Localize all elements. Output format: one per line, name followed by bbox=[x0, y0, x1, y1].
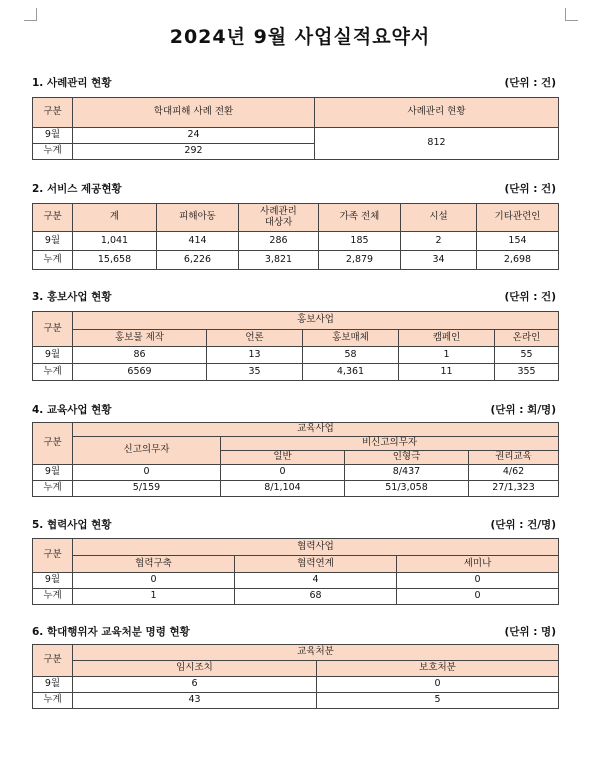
table-cell: 1,041 bbox=[73, 232, 157, 251]
table-row bbox=[33, 251, 559, 270]
table-cell: 2,879 bbox=[319, 251, 401, 270]
table-cell: 6569 bbox=[73, 364, 207, 381]
case-management-table bbox=[32, 97, 559, 160]
table-cell: 0 bbox=[397, 573, 559, 589]
table-cell: 86 bbox=[73, 347, 207, 364]
section-4-header bbox=[32, 402, 556, 418]
table-cell: 286 bbox=[239, 232, 319, 251]
section-2-header bbox=[32, 181, 556, 197]
section-unit: (단위 : 명) bbox=[504, 626, 556, 638]
table-header-row bbox=[33, 645, 559, 661]
education-order-table bbox=[32, 644, 559, 709]
table-cell: 13 bbox=[207, 347, 303, 364]
header-cell: 계 bbox=[73, 204, 157, 232]
header-cell: 협력연계 bbox=[235, 556, 397, 573]
table-cell: 5/159 bbox=[73, 481, 221, 497]
table-cell: 0 bbox=[317, 677, 559, 693]
table-cell: 43 bbox=[73, 693, 317, 709]
table-cell: 5 bbox=[317, 693, 559, 709]
table-cell: 35 bbox=[207, 364, 303, 381]
corner-header: 구분 bbox=[33, 423, 73, 465]
section-title: 6. 학대행위자 교육처분 명령 현황 bbox=[32, 626, 190, 638]
row-label: 9월 bbox=[33, 465, 73, 481]
table-row bbox=[33, 693, 559, 709]
table-cell: 8/1,104 bbox=[221, 481, 345, 497]
table-cell: 24 bbox=[73, 128, 315, 144]
top-left-crop-mark bbox=[24, 8, 37, 21]
section-6-header bbox=[32, 624, 556, 640]
table-header-row bbox=[33, 330, 559, 347]
header-cell: 임시조치 bbox=[73, 661, 317, 677]
cooperation-table bbox=[32, 538, 559, 605]
section-unit: (단위 : 건) bbox=[504, 183, 556, 195]
header-cell: 사례관리 대상자 bbox=[239, 204, 319, 232]
table-cell: 4,361 bbox=[303, 364, 399, 381]
section-1-header bbox=[32, 75, 556, 91]
table-row bbox=[33, 347, 559, 364]
subgroup-header: 비신고의무자 bbox=[221, 437, 559, 451]
section-unit: (단위 : 회/명) bbox=[490, 404, 556, 416]
table-cell: 1 bbox=[73, 589, 235, 605]
section-title: 5. 협력사업 현황 bbox=[32, 519, 112, 531]
table-cell: 355 bbox=[495, 364, 559, 381]
section-unit: (단위 : 건) bbox=[504, 291, 556, 303]
group-header: 협력사업 bbox=[73, 539, 559, 556]
row-label: 누계 bbox=[33, 144, 73, 160]
corner-header: 구분 bbox=[33, 312, 73, 347]
row-label: 9월 bbox=[33, 677, 73, 693]
table-header-row bbox=[33, 556, 559, 573]
table-cell: 2 bbox=[401, 232, 477, 251]
table-row bbox=[33, 364, 559, 381]
header-cell: 구분 bbox=[33, 204, 73, 232]
table-cell: 0 bbox=[397, 589, 559, 605]
top-right-crop-mark bbox=[565, 8, 578, 21]
section-title: 3. 홍보사업 현황 bbox=[32, 291, 112, 303]
header-cell: 가족 전체 bbox=[319, 204, 401, 232]
row-label: 누계 bbox=[33, 693, 73, 709]
row-label: 9월 bbox=[33, 232, 73, 251]
table-cell: 2,698 bbox=[477, 251, 559, 270]
page-title: 2024년 9월 사업실적요약서 bbox=[169, 26, 431, 48]
table-row bbox=[33, 677, 559, 693]
corner-header: 구분 bbox=[33, 645, 73, 677]
table-header-row bbox=[33, 423, 559, 437]
table-row bbox=[33, 589, 559, 605]
row-label: 누계 bbox=[33, 251, 73, 270]
header-cell: 일반 bbox=[221, 451, 345, 465]
header-cell: 인형극 bbox=[345, 451, 469, 465]
table-cell: 4/62 bbox=[469, 465, 559, 481]
table-row bbox=[33, 232, 559, 251]
table-cell: 55 bbox=[495, 347, 559, 364]
table-cell: 414 bbox=[157, 232, 239, 251]
row-label: 9월 bbox=[33, 128, 73, 144]
service-provision-table bbox=[32, 203, 559, 270]
group-header: 교육처분 bbox=[73, 645, 559, 661]
table-row bbox=[33, 465, 559, 481]
table-cell: 0 bbox=[73, 573, 235, 589]
section-title: 4. 교육사업 현황 bbox=[32, 404, 112, 416]
merged-cell: 812 bbox=[315, 128, 559, 160]
table-cell: 27/1,323 bbox=[469, 481, 559, 497]
table-header-row bbox=[33, 539, 559, 556]
header-cell: 신고의무자 bbox=[73, 437, 221, 465]
table-cell: 6 bbox=[73, 677, 317, 693]
header-cell: 홍보매체 bbox=[303, 330, 399, 347]
table-header-row bbox=[33, 437, 559, 451]
promotion-table bbox=[32, 311, 559, 381]
row-label: 9월 bbox=[33, 347, 73, 364]
group-header: 교육사업 bbox=[73, 423, 559, 437]
header-cell: 세미나 bbox=[397, 556, 559, 573]
row-label: 누계 bbox=[33, 364, 73, 381]
section-5-header bbox=[32, 517, 556, 533]
table-cell: 34 bbox=[401, 251, 477, 270]
table-cell: 68 bbox=[235, 589, 397, 605]
header-cell: 권리교육 bbox=[469, 451, 559, 465]
header-cell: 구분 bbox=[33, 98, 73, 128]
corner-header: 구분 bbox=[33, 539, 73, 573]
table-cell: 11 bbox=[399, 364, 495, 381]
table-cell: 15,658 bbox=[73, 251, 157, 270]
row-label: 9월 bbox=[33, 573, 73, 589]
table-cell: 1 bbox=[399, 347, 495, 364]
section-3-header bbox=[32, 289, 556, 305]
section-title: 1. 사례관리 현황 bbox=[32, 77, 112, 89]
row-label: 누계 bbox=[33, 481, 73, 497]
row-label: 누계 bbox=[33, 589, 73, 605]
table-cell: 3,821 bbox=[239, 251, 319, 270]
table-header-row bbox=[33, 204, 559, 232]
section-title: 2. 서비스 제공현황 bbox=[32, 183, 122, 195]
header-cell: 시설 bbox=[401, 204, 477, 232]
education-table bbox=[32, 422, 559, 497]
header-cell: 언론 bbox=[207, 330, 303, 347]
table-cell: 58 bbox=[303, 347, 399, 364]
header-cell: 홍보물 제작 bbox=[73, 330, 207, 347]
table-cell: 0 bbox=[73, 465, 221, 481]
header-cell: 사례관리 현황 bbox=[315, 98, 559, 128]
header-cell: 피해아동 bbox=[157, 204, 239, 232]
table-cell: 8/437 bbox=[345, 465, 469, 481]
section-unit: (단위 : 건) bbox=[504, 77, 556, 89]
table-header-row bbox=[33, 98, 559, 128]
header-cell: 캠페인 bbox=[399, 330, 495, 347]
table-cell: 0 bbox=[221, 465, 345, 481]
header-cell: 보호처분 bbox=[317, 661, 559, 677]
section-unit: (단위 : 건/명) bbox=[490, 519, 556, 531]
table-cell: 6,226 bbox=[157, 251, 239, 270]
table-cell: 4 bbox=[235, 573, 397, 589]
header-cell: 협력구축 bbox=[73, 556, 235, 573]
header-cell: 기타관련인 bbox=[477, 204, 559, 232]
table-header-row bbox=[33, 661, 559, 677]
header-cell: 온라인 bbox=[495, 330, 559, 347]
table-cell: 292 bbox=[73, 144, 315, 160]
table-header-row bbox=[33, 312, 559, 330]
group-header: 홍보사업 bbox=[73, 312, 559, 330]
table-cell: 51/3,058 bbox=[345, 481, 469, 497]
table-row bbox=[33, 128, 559, 144]
table-cell: 185 bbox=[319, 232, 401, 251]
table-row bbox=[33, 573, 559, 589]
table-row bbox=[33, 481, 559, 497]
table-cell: 154 bbox=[477, 232, 559, 251]
header-cell: 학대피해 사례 전환 bbox=[73, 98, 315, 128]
